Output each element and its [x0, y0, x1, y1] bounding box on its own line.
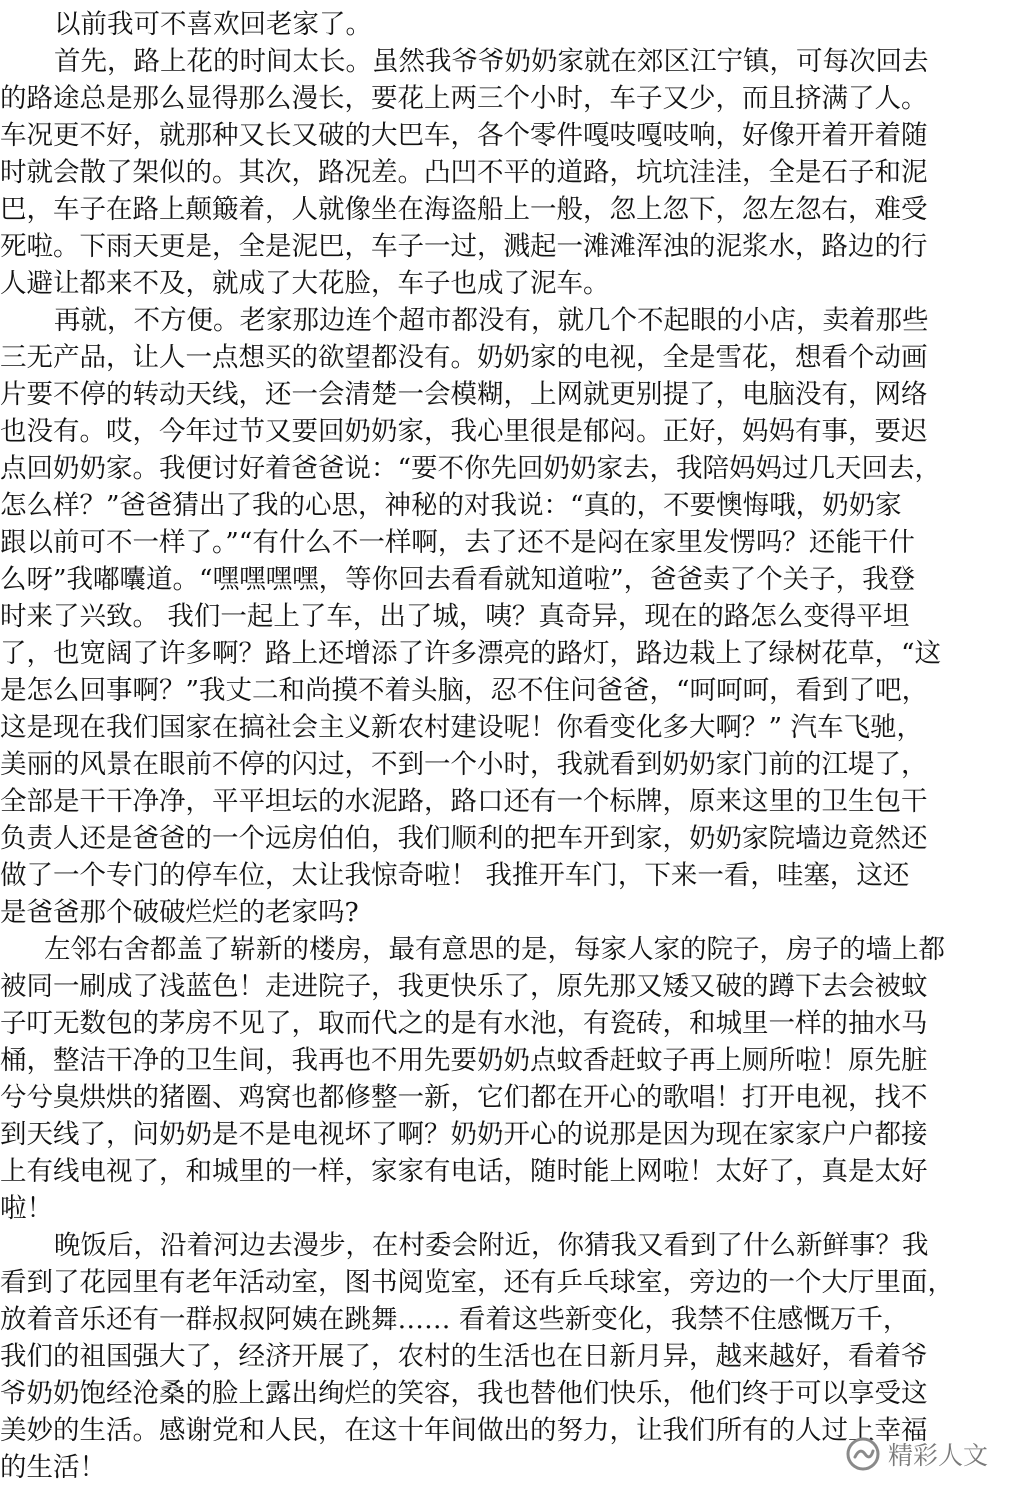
text-line-38: 爷奶奶饱经沧桑的脸上露出绚烂的笑容，我也替他们快乐，他们终于可以享受这 [0, 1378, 928, 1409]
text-line-33: 啦！ [0, 1193, 53, 1224]
text-line-14: 怎么样？”爸爸猜出了我的心思，神秘的对我说：“真的，不要懊悔哦，奶奶家 [0, 490, 902, 521]
text-line-26: 左邻右舍都盖了崭新的楼房，最有意思的是，每家人家的院子，房子的墙上都 [44, 934, 945, 965]
text-line-31: 到天线了，问奶奶是不是电视坏了啊？奶奶开心的说那是因为现在家家户户都接 [0, 1119, 928, 1150]
text-line-18: 了，也宽阔了许多啊？路上还增添了许多漂亮的路灯，路边栽上了绿树花草，“这 [0, 638, 942, 669]
text-line-23: 负责人还是爸爸的一个远房伯伯，我们顺利的把车开到家，奶奶家院墙边竟然还 [0, 823, 928, 854]
text-line-29: 桶，整洁干净的卫生间，我再也不用先要奶奶点蚊香赶蚊子再上厕所啦！原先脏 [0, 1045, 928, 1076]
text-line-7: 死啦。下雨天更是，全是泥巴，车子一过，溅起一滩滩浑浊的泥浆水，路边的行 [0, 231, 928, 262]
text-line-32: 上有线电视了，和城里的一样，家家有电话，随时能上网啦！太好了，真是太好 [0, 1156, 928, 1187]
text-line-11: 片要不停的转动天线，还一会清楚一会模糊，上网就更别提了，电脑没有，网络 [0, 379, 928, 410]
text-line-5: 时就会散了架似的。其次，路况差。凸凹不平的道路，坑坑洼洼，全是石子和泥 [0, 157, 928, 188]
text-line-20: 这是现在我们国家在搞社会主义新农村建设呢！你看变化多大啊？” 汽车飞驰， [0, 712, 923, 743]
text-line-40: 的生活！ [0, 1452, 106, 1483]
text-line-30: 兮兮臭烘烘的猪圈、鸡窝也都修整一新，它们都在开心的歌唱！打开电视，找不 [0, 1082, 928, 1113]
text-line-21: 美丽的风景在眼前不停的闪过，不到一个小时，我就看到奶奶家门前的江堤了， [0, 749, 928, 780]
text-line-28: 子叮无数包的茅房不见了，取而代之的是有水池，有瓷砖，和城里一样的抽水马 [0, 1008, 928, 1039]
text-line-17: 时来了兴致。 我们一起上了车，出了城，咦？真奇异，现在的路怎么变得平坦 [0, 601, 910, 632]
text-line-12: 也没有。哎，今年过节又要回奶奶家，我心里很是郁闷。正好，妈妈有事，要迟 [0, 416, 928, 447]
watermark [846, 1434, 988, 1474]
text-line-22: 全部是干干净净，平平坦坛的水泥路，路口还有一个标牌，原来这里的卫生包干 [0, 786, 928, 817]
text-line-1: 以前我可不喜欢回老家了。 [54, 9, 372, 40]
text-line-25: 是爸爸那个破破烂烂的老家吗? [0, 897, 359, 928]
text-line-15: 跟以前可不一样了。”“有什么不一样啊，去了还不是闷在家里发愣吗？还能干什 [0, 527, 915, 558]
text-line-2: 首先，路上花的时间太长。虽然我爷爷奶奶家就在郊区江宁镇，可每次回去 [54, 46, 929, 77]
text-line-37: 我们的祖国强大了，经济开展了，农村的生活也在日新月异，越来越好，看着爷 [0, 1341, 928, 1372]
text-line-39: 美妙的生活。感谢党和人民，在这十年间做出的努力，让我们所有的人过上幸福 [0, 1415, 928, 1446]
text-line-10: 三无产品，让人一点想买的欲望都没有。奶奶家的电视，全是雪花，想看个动画 [0, 342, 928, 373]
text-line-13: 点回奶奶家。我便讨好着爸爸说：“要不你先回奶奶家去，我陪妈妈过几天回去， [0, 453, 942, 484]
text-line-24: 做了一个专门的停车位，太让我惊奇啦！ 我推开车门，下来一看，哇塞，这还 [0, 860, 910, 891]
text-line-3: 的路途总是那么显得那么漫长，要花上两三个小时，车子又少，而且挤满了人。 [0, 83, 928, 114]
wechat-channel-icon [846, 1437, 880, 1471]
text-line-6: 巴，车子在路上颠簸着，人就像坐在海盗船上一般，忽上忽下，忽左忽右，难受 [0, 194, 928, 225]
text-line-19: 是怎么回事啊？”我丈二和尚摸不着头脑，忍不住问爸爸，“呵呵呵，看到了吧， [0, 675, 929, 706]
text-line-34: 晚饭后，沿着河边去漫步，在村委会附近，你猜我又看到了什么新鲜事？我 [54, 1230, 929, 1261]
text-line-9: 再就，不方便。老家那边连个超市都没有，就几个不起眼的小店，卖着那些 [54, 305, 929, 336]
text-line-4: 车况更不好，就那种又长又破的大巴车，各个零件嘎吱嘎吱响，好像开着开着随 [0, 120, 928, 151]
watermark-text: 精彩人文 [887, 1441, 988, 1470]
text-line-8: 人避让都来不及，就成了大花脸，车子也成了泥车。 [0, 268, 610, 299]
text-line-36: 放着音乐还有一群叔叔阿姨在跳舞…… 看着这些新变化，我禁不住感慨万千， [0, 1304, 910, 1335]
text-line-35: 看到了花园里有老年活动室，图书阅览室，还有乒乓球室，旁边的一个大厅里面， [0, 1267, 954, 1298]
text-line-27: 被同一刷成了浅蓝色！走进院子，我更快乐了，原先那又矮又破的蹲下去会被蚊 [0, 971, 928, 1002]
text-line-16: 么呀”我嘟囔道。“嘿嘿嘿嘿，等你回去看看就知道啦”，爸爸卖了个关子，我登 [0, 564, 916, 595]
